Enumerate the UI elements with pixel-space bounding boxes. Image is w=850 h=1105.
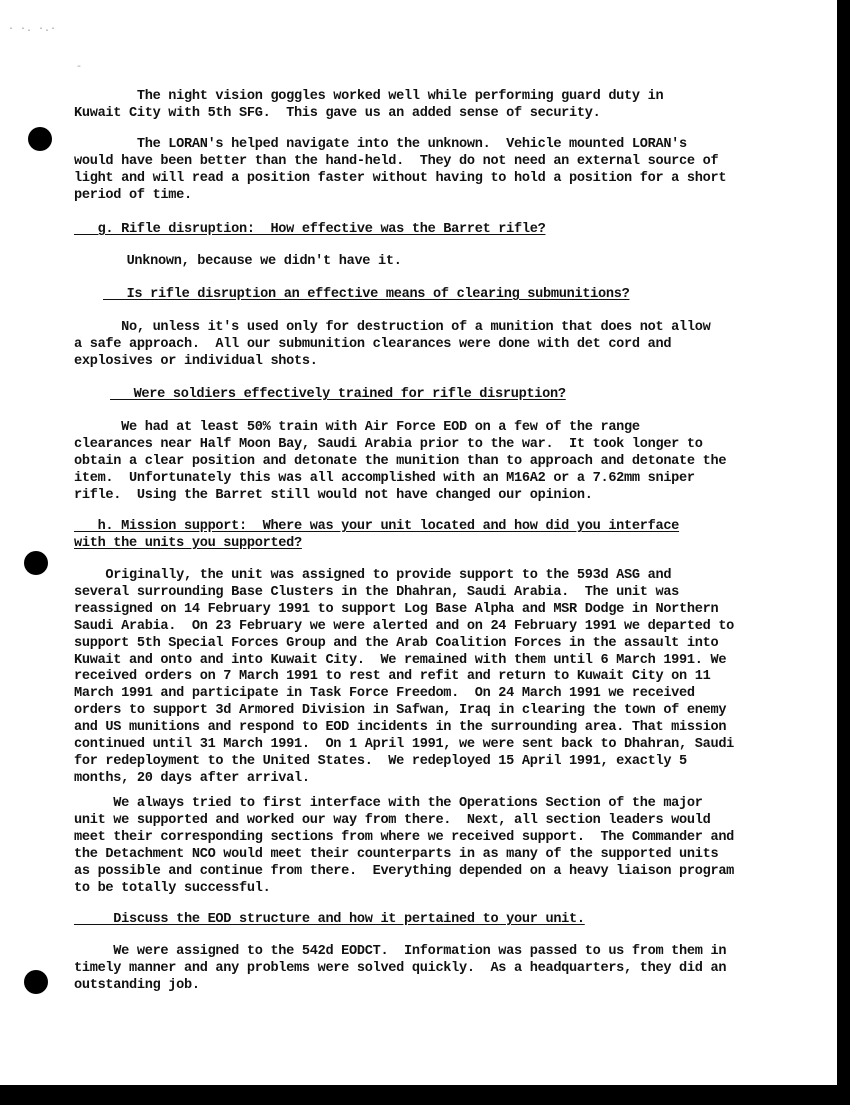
paragraph-night-vision: The night vision goggles worked well while performing guard duty in Kuwait City with 5th SFG. This gave us an added sense of security. [74,89,664,121]
paragraph-submunitions-answer: No, unless it's used only for destruction of a munition that does not allow a safe approach. All our submunition clearances were done with det cord and explosives or individual shots. [74,320,711,369]
heading-rifle-disruption: g. Rifle disruption: How effective was the Barret rifle? [74,222,546,237]
scan-speck: · ·. ·.· [8,24,57,35]
paragraph-training-answer: We had at least 50% train with Air Force EOD on a few of the range clearances near Half Moon Bay, Saudi Arabia prior to the war. It took longer to obtain a clear position and detonate the munition than to approach and detonate the item. Unfortunately this was all accomplished with an M16A2 or a 7.62mm sniper rifle. Using the Barret still would not have changed our opinion. [74,420,727,503]
margin-hole-punch [28,127,52,151]
paragraph-mission-history: Originally, the unit was assigned to provide support to the 593d ASG and several surrounding Base Clusters in the Dhahran, Saudi Arabia. The unit was reassigned on 14 February 1991 to support Log Base Alpha and MSR Dodge in Northern Saudi Arabia. On 23 February we were alerted and on 24 February 1991 we departed to support 5th Special Forces Group and the Arab Coalition Forces in the assault into Kuwait and onto and into Kuwait City. We remained with them until 6 March 1991. We received orders on 7 March 1991 to rest and refit and return to Kuwait City on 11 March 1991 and participate in Task Force Freedom. On 24 March 1991 we received orders to support 3d Armored Division in Safwan, Iraq in clearing the town of enemy and US munitions and respond to EOD incidents in the surrounding area. That mission continued until 31 March 1991. On 1 April 1991, we were sent back to Dhahran, Saudi for redeployment to the United States. We redeployed 15 April 1991, exactly 5 months, 20 days after arrival. [74,568,735,786]
heading-mission-support: h. Mission support: Where was your unit located and how did you interface with the units you supported? [74,519,680,551]
paragraph-barret-answer: Unknown, because we didn't have it. [103,254,402,269]
scan-speck: - [76,62,83,73]
scan-border-bottom [0,1085,850,1105]
paragraph-eod-structure: We were assigned to the 542d EODCT. Information was passed to us from them in timely manner and any problems were solved quickly. As a headquarters, they did an outstanding job. [74,944,727,993]
paragraph-interface: We always tried to first interface with the Operations Section of the major unit we supported and worked our way from there. Next, all section leaders would meet their corresponding sections from where we received support. The Commander and the Detachment NCO would meet their counterparts in as many of the supported units as possible and continue from there. Everything depended on a heavy liaison program to be totally successful. [74,796,735,896]
margin-hole-punch [24,551,48,575]
paragraph-loran: The LORAN's helped navigate into the unknown. Vehicle mounted LORAN's would have been better than the hand-held. They do not need an external source of light and will read a position faster without having to hold a position for a short period of time. [74,137,727,203]
heading-eod-structure: Discuss the EOD structure and how it pertained to your unit. [74,912,585,927]
scan-border-right [837,0,850,1105]
margin-hole-punch [24,970,48,994]
heading-training-question: Were soldiers effectively trained for rifle disruption? [110,387,566,402]
heading-submunitions-question: Is rifle disruption an effective means of clearing submunitions? [103,287,630,302]
